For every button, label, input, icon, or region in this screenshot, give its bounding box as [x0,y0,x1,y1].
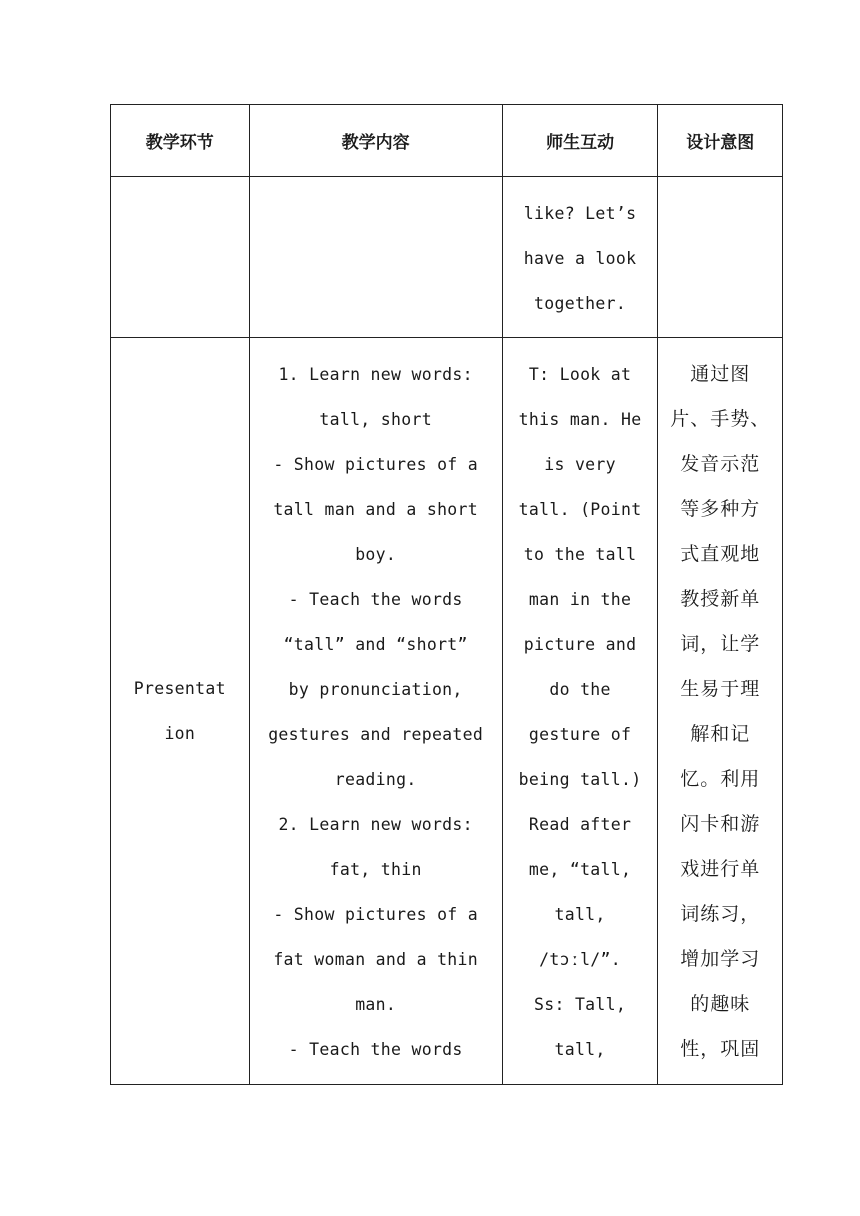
row2-content-cell [249,338,502,1085]
text-line: tall. (Point [518,500,642,519]
text-line: 片、手势、 [670,408,771,430]
text-line: me, “tall, [528,860,632,879]
table-row [111,177,783,338]
text-line: Ss: Tall, [534,995,627,1014]
row1-interaction-cell [502,177,658,338]
text-line: tall, [554,905,606,924]
text-line: 式直观地 [680,543,761,565]
text-line: do the [549,680,611,699]
content-text [250,338,502,1072]
text-line: fat, thin [329,860,422,879]
text-line: 词，让学 [680,633,761,655]
text-line: boy. [355,545,397,564]
text-line: 增加学习 [680,948,761,970]
text-line: this man. He [518,410,642,429]
text-line: like? Let’s [523,204,637,223]
text-line: 闪卡和游 [680,813,761,835]
text-line: 1. Learn new words: [278,365,473,384]
row1-stage-cell [111,177,250,338]
header-row [111,105,783,177]
text-line: “tall” and “short” [283,635,468,654]
text-line: Presentat [133,679,226,698]
text-line: picture and [523,635,637,654]
table-row [111,338,783,1085]
text-line: ion [164,724,196,743]
header-interaction: 师生互动 [502,105,658,177]
text-line: tall, short [319,410,432,429]
intent-text [658,338,782,1072]
text-line: - Teach the words [288,1040,463,1059]
text-line: - Teach the words [288,590,463,609]
row1-intent-cell [658,177,783,338]
text-line: T: Look at [528,365,632,384]
lesson-plan-table [110,104,783,1085]
text-line: is very [544,455,616,474]
text-line: being tall.) [518,770,642,789]
text-line: 戏进行单 [680,858,761,880]
text-line: Read after [528,815,632,834]
text-line: 词练习， [680,903,761,925]
text-line: 忆。利用 [680,768,761,790]
text-line: 生易于理 [680,678,761,700]
text-line: /tɔːl/”. [539,950,622,969]
text-line: to the tall [523,545,637,564]
text-line: 教授新单 [680,588,761,610]
text-line: gestures and repeated [268,725,484,744]
header-intent: 设计意图 [658,105,783,177]
text-line: gesture of [528,725,632,744]
text-line: by pronunciation, [288,680,463,699]
text-line: man. [355,995,397,1014]
text-line: 发音示范 [680,453,761,475]
text-line: 2. Learn new words: [278,815,473,834]
text-line: 解和记 [690,723,751,745]
text-line: 的趣味 [690,993,751,1015]
text-line: - Show pictures of a [273,905,479,924]
row1-content-cell [249,177,502,338]
text-line: 等多种方 [680,498,761,520]
header-content: 教学内容 [249,105,502,177]
row1-interaction-text [503,177,658,326]
text-line: - Show pictures of a [273,455,479,474]
text-line: 性，巩固 [680,1038,761,1060]
text-line: tall, [554,1040,606,1059]
row2-interaction-cell [502,338,658,1085]
interaction-text [503,338,658,1072]
header-stage: 教学环节 [111,105,250,177]
stage-label [111,666,249,756]
text-line: tall man and a short [273,500,479,519]
text-line: have a look [523,249,637,268]
text-line: together. [534,294,627,313]
text-line: man in the [528,590,632,609]
text-line: reading. [334,770,417,789]
text-line: fat woman and a thin [273,950,479,969]
text-line: 通过图 [690,363,751,385]
row2-intent-cell [658,338,783,1085]
row2-stage-cell [111,338,250,1085]
